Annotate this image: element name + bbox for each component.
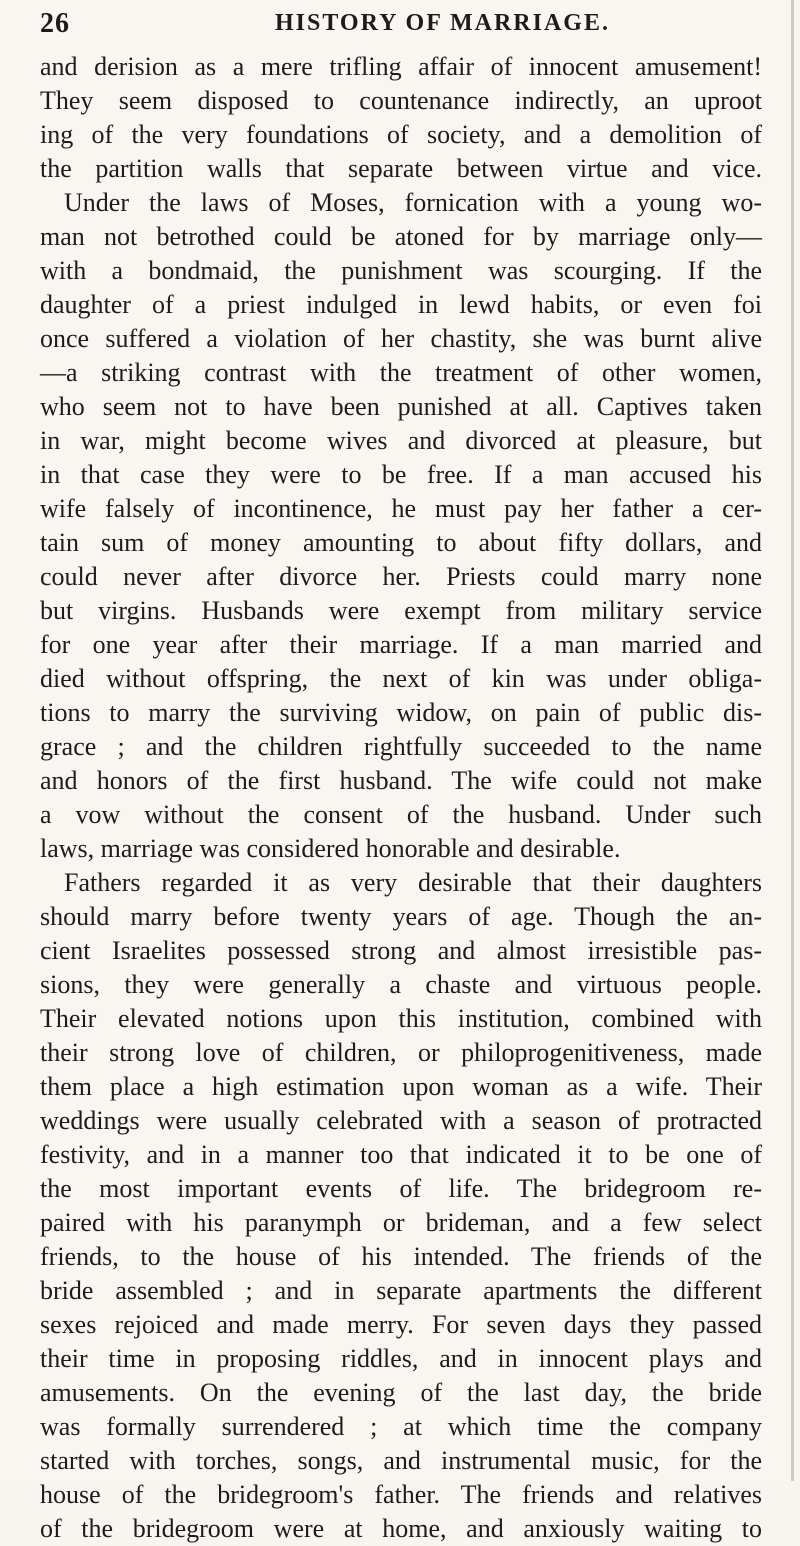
text-line: should marry before twenty years of age. Though the an-	[40, 902, 762, 931]
text-line: started with torches, songs, and instrumental music, for the	[40, 1446, 762, 1475]
text-line: weddings were usually celebrated with a season of protracted	[40, 1106, 762, 1135]
text-line: who seem not to have been punished at all. Captives taken	[40, 392, 762, 421]
body-text	[40, 50, 762, 1546]
text-line: Under the laws of Moses, fornication with a young wo-	[64, 188, 762, 217]
text-line: Fathers regarded it as very desirable that their daughters	[64, 868, 762, 897]
text-line: could never after divorce her. Priests could marry none	[40, 562, 762, 591]
text-line: amusements. On the evening of the last day, the bride	[40, 1378, 762, 1407]
text-line: bride assembled ; and in separate apartments the different	[40, 1276, 762, 1305]
text-line: wife falsely of incontinence, he must pay her father a cer-	[40, 494, 762, 523]
text-line: laws, marriage was considered honorable and desirable.	[40, 834, 621, 863]
text-line: tions to marry the surviving widow, on pain of public dis-	[40, 698, 762, 727]
text-line: house of the bridegroom's father. The friends and relatives	[40, 1480, 762, 1509]
text-line: once suffered a violation of her chastity, she was burnt alive	[40, 324, 762, 353]
text-line: the partition walls that separate between virtue and vice.	[40, 154, 762, 183]
text-line: the most important events of life. The bridegroom re-	[40, 1174, 762, 1203]
text-line: —a striking contrast with the treatment of other women,	[40, 358, 762, 387]
text-line: paired with his paranymph or brideman, and a few select	[40, 1208, 762, 1237]
text-line: Their elevated notions upon this institution, combined with	[40, 1004, 762, 1033]
text-line: They seem disposed to countenance indirectly, an uproot	[40, 86, 762, 115]
text-line: for one year after their marriage. If a man married and	[40, 630, 762, 659]
running-title: HISTORY OF MARRIAGE.	[275, 10, 610, 36]
text-line: festivity, and in a manner too that indicated it to be one of	[40, 1140, 762, 1169]
text-line: in that case they were to be free. If a man accused his	[40, 460, 762, 489]
text-line: them place a high estimation upon woman as a wife. Their	[40, 1072, 762, 1101]
text-line: their strong love of children, or philoprogenitiveness, made	[40, 1038, 762, 1067]
text-line: died without offspring, the next of kin was under obliga-	[40, 664, 762, 693]
text-line: but virgins. Husbands were exempt from military service	[40, 596, 762, 625]
text-line: their time in proposing riddles, and in innocent plays and	[40, 1344, 762, 1373]
text-line: sexes rejoiced and made merry. For seven days they passed	[40, 1310, 762, 1339]
text-line: and honors of the first husband. The wife could not make	[40, 766, 762, 795]
text-line: of the bridegroom were at home, and anxiously waiting to	[40, 1514, 762, 1543]
text-line: was formally surrendered ; at which time the company	[40, 1412, 762, 1441]
page-edge-shadow	[791, 0, 794, 1481]
text-line: cient Israelites possessed strong and almost irresistible pas-	[40, 936, 762, 965]
text-line: and derision as a mere trifling affair of innocent amusement!	[40, 52, 762, 81]
text-line: grace ; and the children rightfully succeeded to the name	[40, 732, 762, 761]
text-line: ing of the very foundations of society, and a demolition of	[40, 120, 762, 149]
page-number: 26	[40, 8, 70, 39]
text-line: daughter of a priest indulged in lewd habits, or even foi	[40, 290, 762, 319]
text-line: tain sum of money amounting to about fifty dollars, and	[40, 528, 762, 557]
text-line: man not betrothed could be atoned for by marriage only—	[40, 222, 762, 251]
text-line: a vow without the consent of the husband. Under such	[40, 800, 762, 829]
text-line: sions, they were generally a chaste and virtuous people.	[40, 970, 762, 999]
text-line: in war, might become wives and divorced at pleasure, but	[40, 426, 762, 455]
text-line: friends, to the house of his intended. The friends of the	[40, 1242, 762, 1271]
page-header	[40, 8, 760, 42]
text-line: with a bondmaid, the punishment was scourging. If the	[40, 256, 762, 285]
